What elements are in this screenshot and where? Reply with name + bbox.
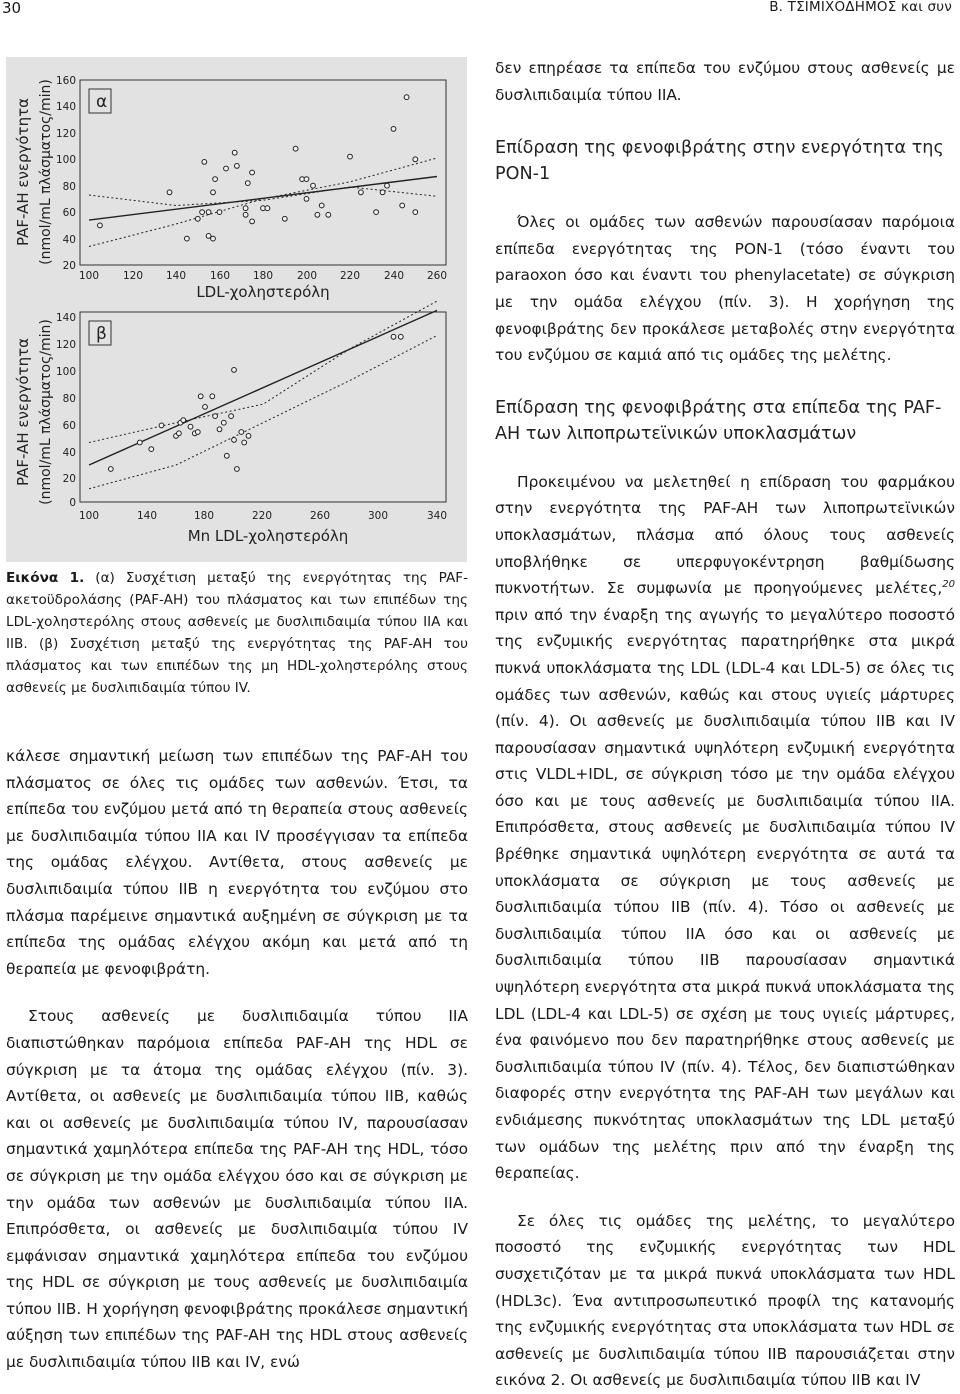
left-paragraph-1: κάλεσε σημαντική μείωση των επιπέδων της PAF-AH του πλάσματος σε όλες τις ομάδες των ασθενών. Έτσι, τα επίπεδα του ενζύμου μετά από τη θεραπεία στους ασθενείς με δυσλιπιδαιμία τύπου IIA και IV προσέγγισαν τα επίπεδα της ομάδας ελέγχου. Αντίθετα, στους ασθενείς με δυσλιπιδαιμία τύπου IIB η ενεργότητα του ενζύμου στο πλάσμα παρέμεινε σημαντικά αυξημένη σε σύγκριση με τα επίπεδα της ομάδας ελέγχου ακόμη και μετά από τη θεραπεία με φενοφιβράτη. [6, 747, 468, 978]
panel-b-xtick: 260 [309, 510, 331, 522]
panel-a-data-point [282, 216, 287, 221]
page-header [0, 0, 960, 22]
panel-a-ylabel-line1: PAF-AH ενεργότητα [14, 98, 32, 246]
panel-a-ylabel-line2: (nmol/mL πλάσματος/min) [38, 79, 54, 265]
panel-b-xtick: 100 [78, 510, 100, 522]
panel-b-data-point [232, 438, 237, 443]
panel-a-data-point [98, 223, 103, 228]
panel-b-data-point [195, 430, 200, 435]
panel-a-xtick: 100 [78, 270, 100, 282]
panel-a-data-point [293, 146, 298, 151]
panel-a-data-point [206, 234, 211, 239]
panel-a-ytick: 160 [55, 75, 76, 87]
panel-b-data-point [210, 394, 215, 399]
section-heading-paf-ah-subfractions: Επίδραση της φενοφιβράτης στα επίπεδα της PAF-AH των λιποπρωτεϊνικών υποκλασμάτων [495, 397, 942, 444]
panel-b-data-point [235, 467, 240, 472]
panel-a-xtick: 240 [383, 270, 405, 282]
panel-b-data-point [224, 453, 229, 458]
panel-a-data-point [315, 212, 320, 217]
panel-a-data-point [385, 183, 390, 188]
panel-b-ytick: 100 [55, 366, 76, 378]
right-paragraph-2 [495, 469, 955, 1187]
panel-a-confidence-band-upper [89, 158, 437, 247]
panel-b-data-point [137, 440, 142, 445]
panel-b-ytick: 0 [69, 497, 76, 509]
panel-b-confidence-band-upper [89, 336, 437, 489]
panel-b-data-point [232, 368, 237, 373]
panel-b-data-point [198, 394, 203, 399]
panel-b-ytick: 120 [55, 339, 76, 351]
caption-text: (α) Συσχέτιση μεταξύ της ενεργότητας της PAF-ακετοϋδρολάσης (PAF-AH) του πλάσματος και των επιπέδων της LDL-χοληστερόλης στους ασθενείς με δυσλιπιδαιμία τύπου IIA και IIB. (β) Συσχέτιση μεταξύ της ενεργότητας της PAF-AH του πλάσματος και των επιπέδων της μη HDL-χοληστερόλης στους ασθενείς με δυσλιπιδαιμία τύπου IV. [6, 570, 468, 696]
panel-b-data-point [398, 334, 403, 339]
panel-a-data-point [304, 177, 309, 182]
panel-a-xtick: 180 [252, 270, 274, 282]
panel-a-data-point [211, 236, 216, 241]
panel-a-xtick: 200 [296, 270, 318, 282]
panel-a-data-point [413, 210, 418, 215]
panel-a-xtick: 220 [339, 270, 361, 282]
panel-b-marks [89, 301, 437, 489]
panel-b-ylabel-line2: (nmol/mL πλάσματος/min) [38, 319, 54, 505]
figure-1 [6, 57, 467, 562]
panel-a-confidence-band-lower [89, 187, 437, 206]
panel-a-data-point [326, 212, 331, 217]
running-head: Β. ΤΣΙΜΙΧΟΔΗΜΟΣ και συν [769, 0, 952, 15]
panel-b-data-point [221, 420, 226, 425]
panel-a-plot-area [80, 80, 446, 265]
panel-a-data-point [359, 190, 364, 195]
panel-b-xtick: 300 [367, 510, 389, 522]
panel-b-xtick: 180 [193, 510, 215, 522]
panel-b-ytick: 60 [62, 420, 76, 432]
panel-a-ytick: 80 [62, 181, 76, 193]
right-paragraph-1: Όλες οι ομάδες των ασθενών παρουσίασαν παρόμοια επίπεδα ενεργότητας της PON-1 (τόσο έναντι του paraoxon όσο και έναντι του phenylacetate) σε σύγκριση με την ομάδα ελέγχου (πίν. 3). Η χορήγηση της φενοφιβράτης δεν προκάλεσε μεταβολές στην ενεργότητα του ενζύμου σε καμιά από τις ομάδες της μελέτης. [495, 213, 955, 365]
panel-b-data-point [177, 431, 182, 436]
panel-b-y-ticks [56, 312, 76, 509]
panel-a-data-point [211, 190, 216, 195]
panel-a-data-point [380, 190, 385, 195]
panel-a-y-ticks [56, 75, 76, 272]
panel-a-data-point [319, 203, 324, 208]
panel-a-ytick: 100 [55, 154, 76, 166]
panel-b-data-point [188, 424, 193, 429]
panel-a-label: α [96, 92, 108, 112]
panel-a-xtick: 120 [122, 270, 144, 282]
right-paragraph-0: δεν επηρέασε τα επίπεδα του ενζύμου στους ασθενείς με δυσλιπιδαιμία τύπου IIA. [495, 59, 955, 104]
panel-b-ytick: 40 [62, 447, 76, 459]
panel-a-data-point [235, 164, 240, 169]
panel-a-x-ticks [79, 270, 447, 282]
right-paragraph-3: Σε όλες τις ομάδες της μελέτης, το μεγαλύτερο ποσοστό της ενζυμικής ενεργότητας των HDL συσχετιζόταν με τα μικρά πυκνά υποκλάσματα των HDL (HDL3c). Ένα αντιπροσωπευτικό προφίλ της κατανομής της ενζυμικής ενεργότητας στα υποκλάσματα των HDL σε ασθενείς με δυσλιπιδαιμία τύπου IIB παρουσιάζεται στην εικόνα 2. Οι ασθενείς με δυσλιπιδαιμία τύπου IIB και IV [495, 1211, 955, 1390]
panel-b-data-point [391, 334, 396, 339]
panel-a-data-point [311, 183, 316, 188]
panel-b-data-point [217, 427, 222, 432]
panel-a-data-point [304, 197, 309, 202]
panel-b [14, 301, 447, 545]
panel-a-regression-line [89, 177, 437, 221]
panel-b-data-point [242, 440, 247, 445]
panel-a-data-point [245, 181, 250, 186]
panel-a-ytick: 140 [55, 101, 76, 113]
panel-b-data-point [213, 414, 218, 419]
panel-b-data-point [246, 434, 251, 439]
panel-a-xtick: 140 [165, 270, 187, 282]
panel-a-data-point [167, 190, 172, 195]
panel-b-data-point [149, 447, 154, 452]
panel-b-ylabel-line1: PAF-AH ενεργότητα [14, 338, 32, 486]
panel-a-data-point [243, 212, 248, 217]
panel-b-data-point [159, 423, 164, 428]
panel-b-xtick: 340 [426, 510, 448, 522]
left-paragraph-2: Στους ασθενείς με δυσλιπιδαιμία τύπου IIA διαπιστώθηκαν παρόμοια επίπεδα PAF-AH της HDL σε σύγκριση με τα άτομα της ομάδας ελέγχου (πίν. 3). Αντίθετα, οι ασθενείς με δυσλιπιδαιμία τύπου IIB, καθώς και οι ασθενείς με δυσλιπιδαιμία τύπου IV, παρουσίασαν σημαντικά χαμηλότερα επίπεδα της PAF-AH της HDL, τόσο σε σύγκριση με την ομάδα ελέγχου όσο και σε σύγκριση με την ομάδα των ασθενών με δυσλιπιδαιμία τύπου IIA. Επιπρόσθετα, οι ασθενείς με δυσλιπιδαιμία τύπου IV εμφάνισαν σημαντικά χαμηλότερα επίπεδα του ενζύμου της HDL σε σύγκριση με τους ασθενείς με δυσλιπιδαιμία τύπου IIB. Η χορήγηση φενοφιβράτης προκάλεσε σημαντική αύξηση των επιπέδων της PAF-AH της HDL στους ασθενείς με δυσλιπιδαιμία τύπου IIB και IV, ενώ [6, 1007, 468, 1372]
panel-a-xlabel: LDL-χοληστερόλη [196, 283, 330, 301]
panel-b-ytick: 140 [55, 312, 76, 324]
panel-a-data-point [391, 127, 396, 132]
figure-caption [6, 567, 468, 699]
panel-a-data-point [213, 177, 218, 182]
right-column [495, 55, 955, 1394]
panel-b-x-ticks [79, 510, 447, 522]
panel-b-data-point [108, 467, 113, 472]
panel-a-xtick: 160 [209, 270, 231, 282]
panel-a-data-point [250, 170, 255, 175]
panel-a-data-point [265, 206, 270, 211]
panel-a-data-point [224, 166, 229, 171]
panel-a-data-point [200, 210, 205, 215]
panel-b-ytick: 80 [62, 393, 76, 405]
panel-a-data-point [232, 150, 237, 155]
reference-20: 20 [942, 579, 955, 590]
panel-a-data-point [195, 216, 200, 221]
panel-b-xtick: 140 [136, 510, 158, 522]
panel-a [14, 75, 447, 301]
panel-b-xlabel: Mn LDL-χοληστερόλη [187, 527, 349, 545]
section-heading-pon1: Επίδραση της φενοφιβράτης στην ενεργότητα της PON-1 [495, 138, 944, 185]
panel-a-data-point [217, 210, 222, 215]
caption-label: Εικόνα 1. [6, 570, 85, 586]
panel-b-plot-area [80, 312, 446, 502]
panel-a-data-point [243, 206, 248, 211]
right-paragraph-2-a: Προκειμένου να μελετηθεί η επίδραση του φαρμάκου στην ενεργότητα της PAF-AH των λιποπρωτεϊνικών υποκλασμάτων, πλάσμα από όλους τους ασθενείς υποβλήθηκε σε υπερφυγοκέντρηση βαθμίδωσης πυκνοτήτων. Σε συμφωνία με προηγούμενες μελέτες, [495, 472, 955, 598]
panel-b-confidence-band-lower [89, 301, 437, 442]
panel-b-data-point [229, 414, 234, 419]
panel-b-data-point [203, 405, 208, 410]
panel-a-data-point [413, 157, 418, 162]
panel-b-xtick: 220 [251, 510, 273, 522]
panel-a-ytick: 40 [62, 234, 76, 246]
panel-a-data-point [206, 210, 211, 215]
panel-a-ytick: 120 [55, 128, 76, 140]
panel-a-ytick: 20 [62, 260, 76, 272]
panel-a-ytick: 60 [62, 207, 76, 219]
figure-1-svg [6, 57, 467, 562]
panel-b-data-point [239, 430, 244, 435]
left-column [6, 743, 468, 1376]
panel-a-data-point [400, 203, 405, 208]
panel-a-data-point [202, 160, 207, 165]
panel-a-data-point [404, 95, 409, 100]
panel-a-xtick: 260 [426, 270, 448, 282]
panel-a-data-point [374, 210, 379, 215]
panel-a-data-point [185, 236, 190, 241]
page-number: 30 [2, 0, 22, 17]
panel-b-label: β [96, 324, 107, 344]
panel-a-marks [89, 95, 437, 247]
panel-a-data-point [348, 154, 353, 159]
panel-b-data-point [181, 418, 186, 423]
right-paragraph-2-b: πριν από την έναρξη της αγωγής το μεγαλύτερο ποσοστό της ενζυμικής ενεργότητας παρατηρήθηκε στα μικρά πυκνά υποκλάσματα της LDL (LDL-4 και LDL-5) σε όλες τις ομάδες των ασθενών, καθώς και στους υγιείς μάρτυρες (πίν. 4). Οι ασθενείς με δυσλιπιδαιμία τύπου IIB και IV παρουσίασαν σημαντικά υψηλότερη ενζυμική ενεργότητα στις VLDL+IDL, σε σύγκριση τόσο με την ομάδα ελέγχου όσο και με τους ασθενείς με δυσλιπιδαιμία τύπου IIA. Επιπρόσθετα, στους ασθενείς με δυσλιπιδαιμία τύπου IV βρέθηκε σημαντικά υψηλότερη ενεργότητα σε αυτά τα υποκλάσματα σε σύγκριση με τους ασθενείς με δυσλιπιδαιμία τύπου IIB (πίν. 4). Τόσο οι ασθενείς με δυσλιπιδαιμία τύπου IIA όσο και οι ασθενείς με δυσλιπιδαιμία τύπου IIB παρουσίασαν σημαντικά υψηλότερη ενεργότητα στα μικρά πυκνά υποκλάσματα της LDL (LDL-4 και LDL-5) σε σχέση με τους υγιείς μάρτυρες, ένα φαινόμενο που δεν παρατηρήθηκε στους ασθενείς με δυσλιπιδαιμία τύπου IV (πίν. 4). Τέλος, δεν διαπιστώθηκαν διαφορές στην ενεργότητα της PAF-AH των μεγάλων και ενδιάμεσης πυκνότητας υποκλασμάτων της LDL μεταξύ των ομάδων της μελέτης πριν από την έναρξη της θεραπείας. [495, 605, 955, 1183]
panel-b-ytick: 20 [62, 473, 76, 485]
panel-a-data-point [250, 219, 255, 224]
